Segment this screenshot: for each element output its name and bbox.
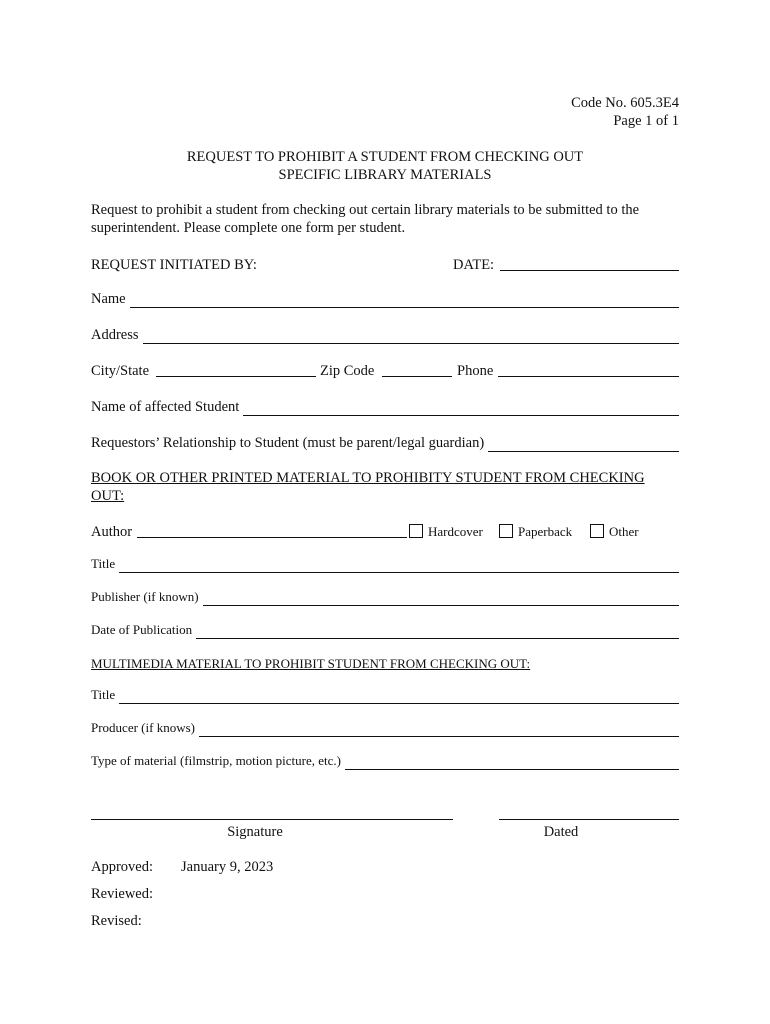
multimedia-section-heading: MULTIMEDIA MATERIAL TO PROHIBIT STUDENT FROM CHECKING OUT: <box>91 656 531 671</box>
author-label: Author <box>91 524 133 540</box>
revised-label: Revised: <box>91 913 142 929</box>
date-field[interactable] <box>500 256 679 271</box>
name-label: Name <box>91 291 126 307</box>
author-field[interactable] <box>137 523 407 538</box>
intro-line-2: superintendent. Please complete one form per student. <box>91 220 406 236</box>
code-number: Code No. 605.3E4 <box>571 95 679 111</box>
material-type-row <box>91 752 679 770</box>
material-type-field[interactable] <box>345 755 679 770</box>
other-checkbox[interactable] <box>590 524 604 538</box>
name-field[interactable] <box>130 293 679 308</box>
publication-date-field[interactable] <box>196 624 679 639</box>
book-section-heading-line-2: OUT: <box>91 488 125 504</box>
producer-field[interactable] <box>199 722 679 737</box>
publication-date-label: Date of Publication <box>91 622 193 637</box>
zip-code-field[interactable] <box>382 362 452 377</box>
hardcover-checkbox[interactable] <box>409 524 423 538</box>
publisher-row <box>91 588 679 606</box>
book-section-heading-line-1: BOOK OR OTHER PRINTED MATERIAL TO PROHIBITY STUDENT FROM CHECKING <box>91 470 645 486</box>
request-initiated-label: REQUEST INITIATED BY: <box>91 257 257 273</box>
other-option[interactable] <box>590 523 639 541</box>
publisher-field[interactable] <box>203 591 679 606</box>
page-number: Page 1 of 1 <box>613 113 679 129</box>
paperback-option[interactable] <box>499 523 572 541</box>
form-title-line-2: SPECIFIC LIBRARY MATERIALS <box>278 167 492 183</box>
approved-label: Approved: <box>91 859 154 875</box>
date-label: DATE: <box>453 257 495 273</box>
multimedia-title-field[interactable] <box>119 689 679 704</box>
address-row <box>91 326 679 344</box>
other-label: Other <box>609 524 639 539</box>
student-name-field[interactable] <box>243 401 679 416</box>
multimedia-title-label: Title <box>91 687 116 702</box>
relationship-field[interactable] <box>488 437 679 452</box>
book-title-field[interactable] <box>119 558 679 573</box>
city-state-label: City/State <box>91 363 149 379</box>
approved-date: January 9, 2023 <box>181 859 274 875</box>
paperback-label: Paperback <box>518 524 573 539</box>
producer-label: Producer (if knows) <box>91 720 195 735</box>
student-row <box>91 398 679 416</box>
reviewed-label: Reviewed: <box>91 886 154 902</box>
address-field[interactable] <box>143 329 679 344</box>
publication-date-row <box>91 621 679 639</box>
book-title-row <box>91 555 679 573</box>
multimedia-title-row <box>91 686 679 704</box>
address-label: Address <box>91 327 139 343</box>
student-name-label: Name of affected Student <box>91 399 240 415</box>
signature-label: Signature <box>227 824 283 840</box>
paperback-checkbox[interactable] <box>499 524 513 538</box>
signature-line[interactable] <box>91 819 453 820</box>
zip-code-label: Zip Code <box>320 363 375 379</box>
city-state-field[interactable] <box>156 362 316 377</box>
intro-line-1: Request to prohibit a student from checking out certain library materials to be submitted to the <box>91 202 640 218</box>
phone-field[interactable] <box>498 362 679 377</box>
name-row <box>91 290 679 308</box>
hardcover-option[interactable] <box>409 523 483 541</box>
material-type-label: Type of material (filmstrip, motion picture, etc.) <box>91 753 341 768</box>
publisher-label: Publisher (if known) <box>91 589 199 604</box>
dated-label: Dated <box>543 824 579 840</box>
relationship-row <box>91 434 679 452</box>
relationship-label: Requestors’ Relationship to Student (must be parent/legal guardian) <box>91 435 485 451</box>
form-title-line-1: REQUEST TO PROHIBIT A STUDENT FROM CHECKING OUT <box>186 149 584 165</box>
dated-line[interactable] <box>499 819 679 820</box>
hardcover-label: Hardcover <box>428 524 483 539</box>
phone-label: Phone <box>457 363 494 379</box>
producer-row <box>91 719 679 737</box>
book-title-label: Title <box>91 556 116 571</box>
